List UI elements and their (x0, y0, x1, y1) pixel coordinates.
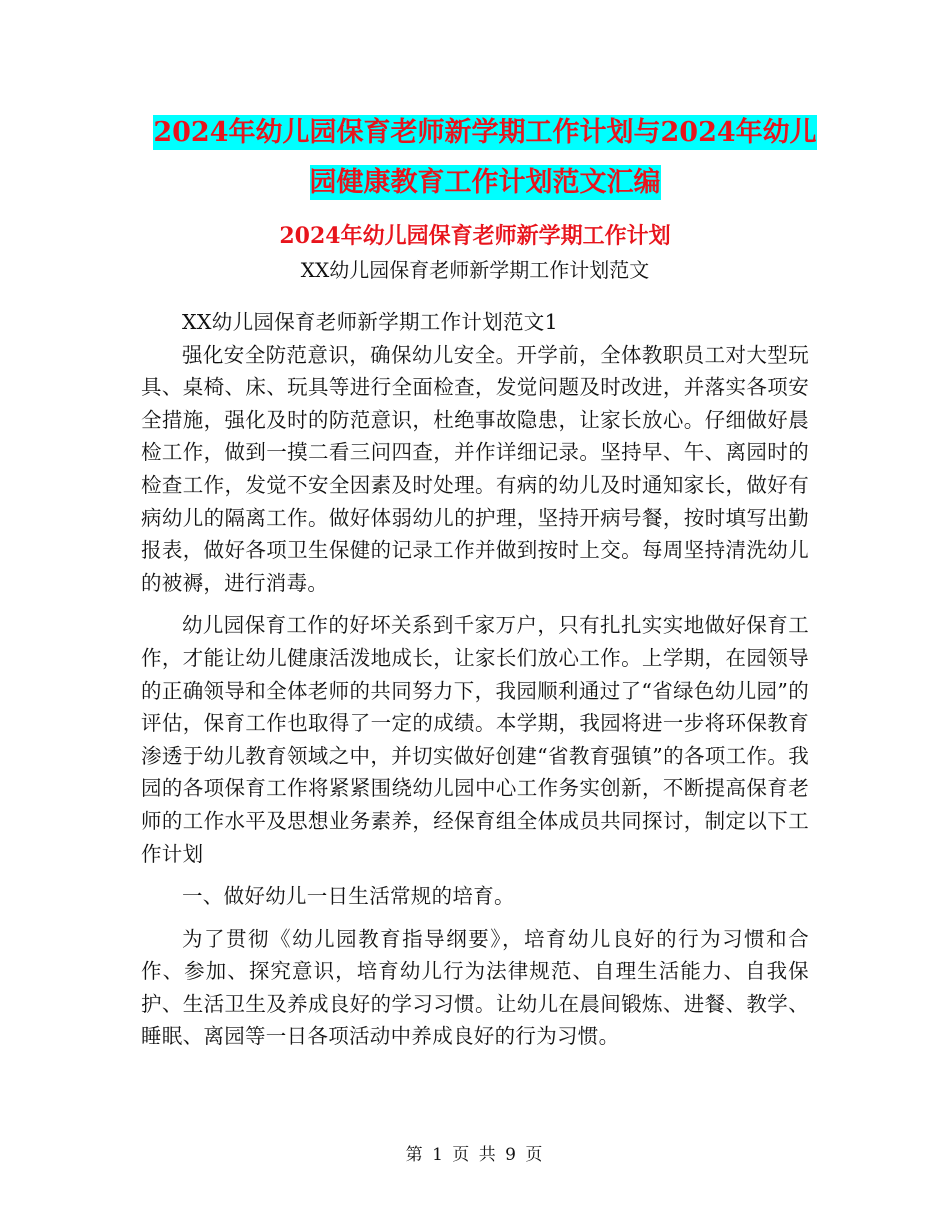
paragraph-care-work: 幼儿园保育工作的好坏关系到千家万户，只有扎扎实实地做好保育工作，才能让幼儿健康活泼地成长，让家长们放心工作。上学期，在园领导的正确领导和全体老师的共同努力下，我园顺利通过了“省绿色幼儿园”的评估，保育工作也取得了一定的成绩。本学期，我园将进一步将环保教育渗透于幼儿教育领域之中，并切实做好创建“省教育强镇”的各项工作。我园的各项保育工作将紧紧围绕幼儿园中心工作务实创新，不断提高保育老师的工作水平及思想业务素养，经保育组全体成员共同探讨，制定以下工作计划 (141, 613, 809, 866)
main-title-text: 2024年幼儿园保育老师新学期工作计划与2024年幼儿园健康教育工作计划范文汇编 (153, 117, 817, 198)
page-footer: 第 1 页 共 9 页 (405, 1145, 545, 1165)
subtitle: XX幼儿园保育老师新学期工作计划范文 (300, 258, 650, 282)
paragraph-heading: XX幼儿园保育老师新学期工作计划范文1 (182, 310, 558, 334)
paragraph-safety: 强化安全防范意识，确保幼儿安全。开学前，全体教职员工对大型玩具、桌椅、床、玩具等进行全面检查，发觉问题及时改进，并落实各项安全措施，强化及时的防范意识，杜绝事故隐患，让家长放心。仔细做好晨检工作，做到一摸二看三问四查，并作详细记录。坚持早、午、离园时的检查工作，发觉不安全因素及时处理。有病的幼儿及时通知家长，做好有病幼儿的隔离工作。做好体弱幼儿的护理，坚持开病号餐，按时填写出勤报表，做好各项卫生保健的记录工作并做到按时上交。每周坚持清洗幼儿的被褥，进行消毒。 (141, 342, 809, 595)
body-text (141, 306, 809, 1053)
paragraph-routine: 为了贯彻《幼儿园教育指导纲要》，培育幼儿良好的行为习惯和合作、参加、探究意识，培育幼儿行为法律规范、自理生活能力、自我保护、生活卫生及养成良好的学习习惯。让幼儿在晨间锻炼、进餐、教学、睡眠、离园等一日各项活动中养成良好的行为习惯。 (141, 926, 809, 1049)
main-title (140, 108, 830, 208)
paragraph-section-one: 一、做好幼儿一日生活常规的培育。 (182, 884, 515, 909)
section-title: 2024年幼儿园保育老师新学期工作计划 (279, 223, 671, 249)
